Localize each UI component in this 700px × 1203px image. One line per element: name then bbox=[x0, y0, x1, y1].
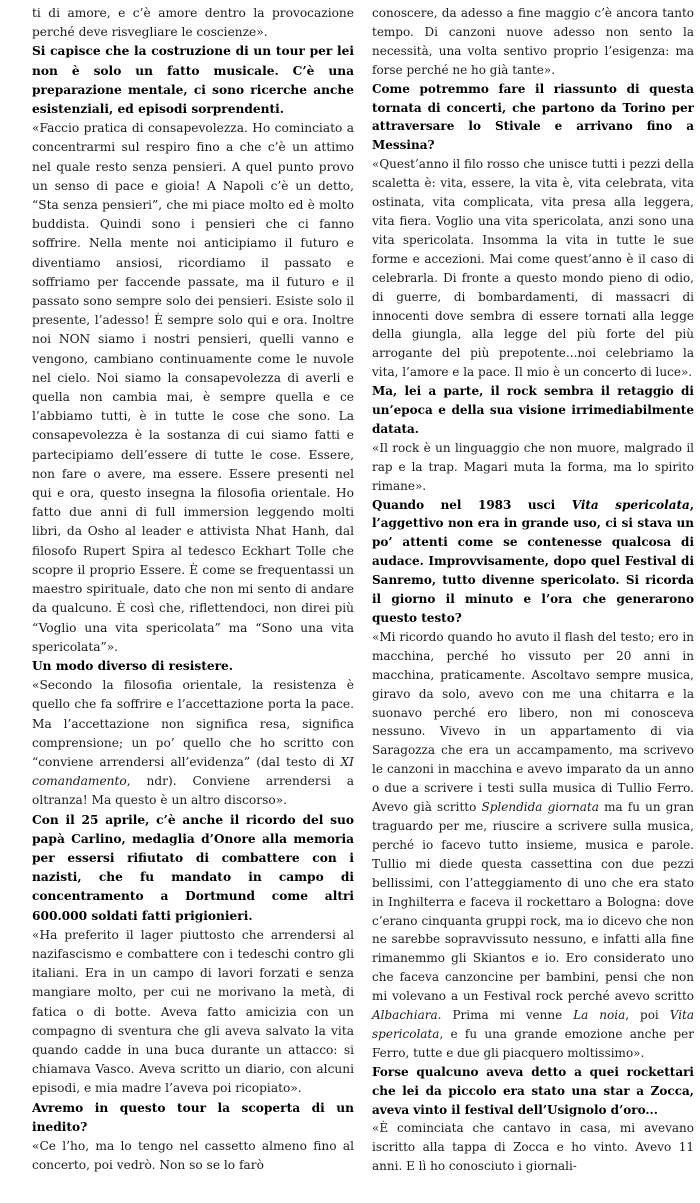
interview-answer: conoscere, da adesso a fine maggio c’è ancora tanto tempo. Di canzoni nuove adesso non sento la necessità, una volta sentivo proprio l’esigenza: ma forse perché ne ho già tante». bbox=[372, 6, 694, 77]
interview-question: Ma, lei a parte, il rock sembra il retaggio di un’epoca e della sua visione irrimediabilmente datata. bbox=[372, 384, 694, 436]
interview-answer: «Ha preferito il lager piuttosto che arrendersi al nazifascismo e combattere con i tedeschi contro gli italiani. Era in un campo di lavori forzati e senza mangiare molto, per cui ne morivano la metà, di fatica o di botte. Aveva fatto amicizia con un compagno di sventura che gli aveva salvato la vita quando cadde in una buca durante un attacco: si chiamava Vasco. Aveva scritto un diario, con alcuni episodi, e mia madre l’aveva poi ricopiato». bbox=[32, 927, 354, 1096]
interview-question: Forse qualcuno aveva detto a quei rockettari che lei da piccolo era stato una star a Zocca, aveva vinto il festival dell’Usignolo d’oro... bbox=[372, 1064, 694, 1117]
interview-question: Con il 25 aprile, c’è anche il ricordo del suo papà Carlino, medaglia d’Onore alla memoria per essersi rifiutato di combattere con i nazisti, che fu mandato in campo di concentramento a Dortmund come altri 600.000 soldati fatti prigionieri. bbox=[32, 812, 354, 923]
interview-answer: «Il rock è un linguaggio che non muore, malgrado il rap e la trap. Magari muta la forma, ma lo spirito rimane». bbox=[372, 440, 694, 493]
interview-question: Avremo in questo tour la scoperta di un inedito? bbox=[32, 1100, 354, 1134]
interview-question: Quando nel 1983 usci Vita spericolata, l’aggettivo non era in grande uso, ci si stava un po’ attenti come se contenesse qualcosa di audace. Improvvisamente, dopo quel Festival di Sanremo, tutto divenne spericolato. Si ricorda il giorno il minuto e l’ora che generarono questo testo? bbox=[372, 497, 695, 625]
interview-answer: ti di amore, e c’è amore dentro la provocazione perché deve risvegliare le coscienze». bbox=[32, 6, 354, 40]
interview-question: Un modo diverso di resistere. bbox=[32, 658, 234, 673]
interview-answer: «Quest’anno il filo rosso che unisce tutti i pezzi della scaletta è: vita, essere, la vita è, vita celebrata, vita ostinata, vita complicata, vita presa alla leggera, vita fiera. Voglio una vita spericolata, anzi sono una vita spericolata. Insomma la vita in tutte le sue forme e accezioni. Mai come quest’anno è il caso di celebrarla. Di fronte a questo mondo pieno di odio, di guerre, di bombardamenti, di massacri di innocenti dove sembra di essere tornati alla legge della giungla, alla legge del più forte del più arrogante del più prepotente...noi celebriamo la vita, l’amore e la pace. Il mio è un concerto di luce». bbox=[372, 157, 694, 380]
article-column-left bbox=[32, 4, 354, 1175]
interview-answer: «Secondo la filosofia orientale, la resistenza è quello che fa soffrire e l’accettazione porta la pace. Ma l’accettazione non significa resa, significa comprensione; un po’ quello che ho scritto con “conviene arrendersi all’evidenza” (dal testo di XI comandamento, ndr). Conviene arrendersi a oltranza! Ma questo è un altro discorso». bbox=[32, 678, 354, 808]
interview-answer: «Faccio pratica di consapevolezza. Ho cominciato a concentrarmi sul respiro fino a che c’è un attimo nel quale resto senza pensieri. A quel punto provo un senso di pace e gioia! A Napoli c’è un detto, “Sta senza pensieri”, che mi piace molto ed è molto buddista. Quindi sono i pensieri che ci fanno soffrire. Nella mente noi anticipiamo il futuro e diventiamo ansiosi, ricordiamo il passato e soffriamo per faccende passate, ma il futuro e il passato sono sempre solo dei pensieri. Esiste solo il presente, l’adesso! È sempre solo qui e ora. Inoltre noi NON siamo i nostri pensieri, quelli vanno e vengono, cambiano continuamente come le nuvole nel cielo. Noi siamo la consapevolezza di averli e quella non cambia mai, è sempre quella e ce l’abbiamo tutti, è in tutte le cose che sono. La consapevolezza è la sostanza di cui siamo fatti e partecipiamo dell’essere di tutte le cose. Essere, non fare o avere, ma essere. Essere presenti nel qui e ora, questo insegna la filosofia orientale. Ho fatto due anni di full immersion leggendo molti libri, da Osho al leader e attivista Nhat Hanh, dal filosofo Rupert Spira al tedesco Eckhart Tolle che scopre il proprio Essere. È come se frequentassi un maestro spirituale, dato che non mi sento di andare da qualcuno. È così che, riflettendoci, non direi più “Voglio una vita spericolata” ma “Sono una vita spericolata”». bbox=[32, 121, 354, 654]
article-column-right bbox=[372, 4, 694, 1176]
interview-question: Si capisce che la costruzione di un tour per lei non è solo un fatto musicale. C’è una preparazione mentale, ci sono ricerche anche esistenziali, ed episodi sorprendenti. bbox=[32, 44, 354, 117]
interview-answer: «È cominciata che cantavo in casa, mi avevano iscritto alla tappa di Zocca e ho vinto. Avevo 11 anni. E lì ho conosciuto i giornali- bbox=[372, 1121, 694, 1174]
interview-answer: «Ce l’ho, ma lo tengo nel cassetto almeno fino al concerto, poi vedrò. Non so se lo farò bbox=[32, 1138, 354, 1173]
interview-answer: «Mi ricordo quando ho avuto il flash del testo; ero in macchina, perché ho vissuto per 20 anni in macchina, praticamente. Ascoltavo sempre musica, giravo da solo, avevo con me una chitarra e la suonavo perché ero libero, non mi conosceva nessuno. Vivevo in un appartamento di via Saragozza che era un accampamento, ma scrivevo le canzoni in macchina e avevo imparato da un anno o due a scrivere i testi sulla musica di Tullio Ferro. Avevo già scritto Splendida giornata ma fu un gran traguardo per me, riuscire a scrivere sulla musica, perché io facevo tutto insieme, musica e parole. Tullio mi diede questa cassettina con due pezzi bellissimi, con l’atteggiamento di uno che era stato in Inghilterra e faceva il rockettaro a Bologna: dove c’erano cinquanta gruppi rock, ma io dicevo che non ne sarebbe sopravvissuto nessuno, e infatti alla fine rimanemmo gli Skiantos e io. Ero considerato uno che faceva canzoncine per bambini, pensi che non mi volevano a un Festival rock perché avevo scritto Albachiara. Prima mi venne La noia, poi Vita spericolata, e fu una grande emozione anche per Ferro, tutte e due gli piacquero moltissimo». bbox=[372, 629, 695, 1060]
interview-question: Come potremmo fare il riassunto di questa tornata di concerti, che partono da Torino per attraversare lo Stivale e arrivano fino a Messina? bbox=[372, 81, 694, 153]
